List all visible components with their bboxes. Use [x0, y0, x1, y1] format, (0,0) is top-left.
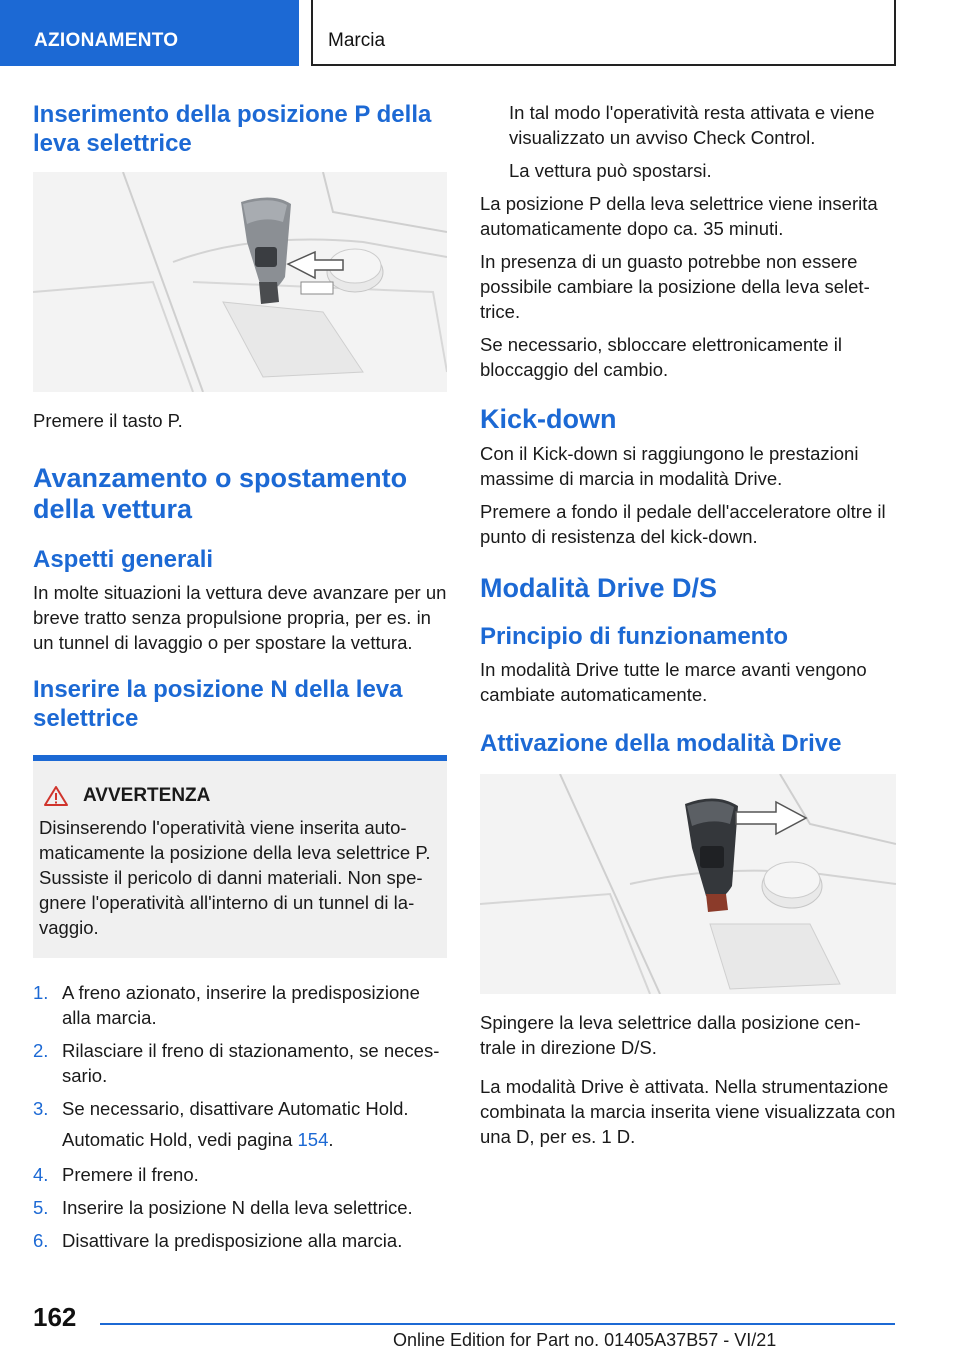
heading-general: Aspetti generali	[33, 546, 214, 573]
heading-move-vehicle: Avanzamento o spostamento della vettura	[33, 463, 408, 524]
heading-principle: Principio di funzionamento	[480, 623, 788, 650]
step-text: Rilasciare il freno di stazionamento, se neces-sario.	[62, 1040, 440, 1086]
step-number: 4.	[33, 1164, 49, 1185]
step3-note	[62, 1127, 449, 1152]
list-item	[33, 1228, 449, 1253]
right-column	[480, 100, 896, 1149]
heading-kick-down: Kick-down	[480, 404, 617, 434]
step-number: 3.	[33, 1098, 49, 1119]
heading-activate-drive: Attivazione della modalità Drive	[480, 730, 842, 757]
warning-panel	[33, 755, 447, 958]
page-reference-link[interactable]: 154	[297, 1129, 329, 1150]
kick-down-paragraph-2: Premere a fondo il pedale dell'acceleratore oltre il punto di resistenza del kick-down.	[480, 501, 886, 547]
continuation-text-2: La vettura può spostarsi.	[509, 160, 712, 181]
warning-triangle-icon	[43, 785, 69, 807]
heading-drive-mode: Modalità Drive D/S	[480, 573, 718, 603]
page-number: 162	[33, 1302, 77, 1332]
list-item	[33, 980, 449, 1030]
drive-active-paragraph: La modalità Drive è attivata. Nella strumentazione combinata la marcia inserita viene visualizzata con una D, per es. 1 D.	[480, 1076, 896, 1147]
caption-press-p: Premere il tasto P.	[33, 410, 183, 431]
step-number: 2.	[33, 1040, 49, 1061]
list-item	[33, 1195, 449, 1220]
continuation-text-1: In tal modo l'operatività resta attivata e viene visualizzato un avviso Check Control.	[509, 102, 875, 148]
caption-push-lever: Spingere la leva selettrice dalla posizione cen-trale in direzione D/S.	[480, 1012, 861, 1058]
general-paragraph: In molte situazioni la vettura deve avanzare per un breve tratto senza propulsione propria, per es. in un tunnel di lavaggio o per spostare la vettura.	[33, 582, 447, 653]
selector-lever-park-illustration	[33, 172, 447, 392]
warning-text: Disinserendo l'operatività viene inserita auto-maticamente la posizione della leva selettrice P. Sussiste il pericolo di danni materiali. Non spe-gnere l'operatività all'interno di un tunnel di la-vaggio.	[39, 817, 431, 938]
list-item	[33, 1162, 449, 1187]
footer-rule	[100, 1323, 895, 1325]
step-text: Se necessario, disattivare Automatic Hold.	[62, 1098, 409, 1119]
warning-title: AVVERTENZA	[83, 785, 211, 806]
fault-paragraph: In presenza di un guasto potrebbe non essere possibile cambiare la posizione della leva selet-trice.	[480, 251, 870, 322]
step-text: Disattivare la predisposizione alla marcia.	[62, 1230, 403, 1251]
step3-note-text: Automatic Hold, vedi pagina	[62, 1129, 298, 1150]
selector-lever-drive-illustration	[480, 774, 896, 994]
steps-list	[33, 980, 449, 1253]
step-text: A freno azionato, inserire la predisposizione alla marcia.	[62, 982, 420, 1028]
heading-park-position: Inserimento della posizione P della leva selettrice	[33, 101, 432, 157]
step-text: Premere il freno.	[62, 1164, 199, 1185]
principle-paragraph: In modalità Drive tutte le marce avanti vengono cambiate automaticamente.	[480, 659, 867, 705]
left-column	[33, 100, 449, 1261]
auto-park-paragraph: La posizione P della leva selettrice viene inserita automaticamente dopo ca. 35 minuti.	[480, 193, 878, 239]
chapter-title: Marcia	[311, 0, 896, 66]
list-item	[33, 1096, 449, 1121]
list-item	[33, 1038, 449, 1088]
step-number: 1.	[33, 982, 49, 1003]
gear-lever-p-button-icon	[33, 172, 447, 392]
step-text: Inserire la posizione N della leva selettrice.	[62, 1197, 413, 1218]
step3-note-suffix: .	[328, 1129, 334, 1150]
kick-down-paragraph-1: Con il Kick-down si raggiungono le prestazioni massime di marcia in modalità Drive.	[480, 443, 859, 489]
heading-neutral-position: Inserire la posizione N della leva selettrice	[33, 676, 403, 732]
section-tab: AZIONAMENTO	[0, 0, 299, 66]
step-number: 5.	[33, 1197, 49, 1218]
edition-footer: Online Edition for Part no. 01405A37B57 - VI/21	[393, 1330, 777, 1350]
unlock-paragraph: Se necessario, sbloccare elettronicamente il bloccaggio del cambio.	[480, 334, 842, 380]
gear-lever-drive-arrow-icon	[480, 774, 896, 994]
step-number: 6.	[33, 1230, 49, 1251]
